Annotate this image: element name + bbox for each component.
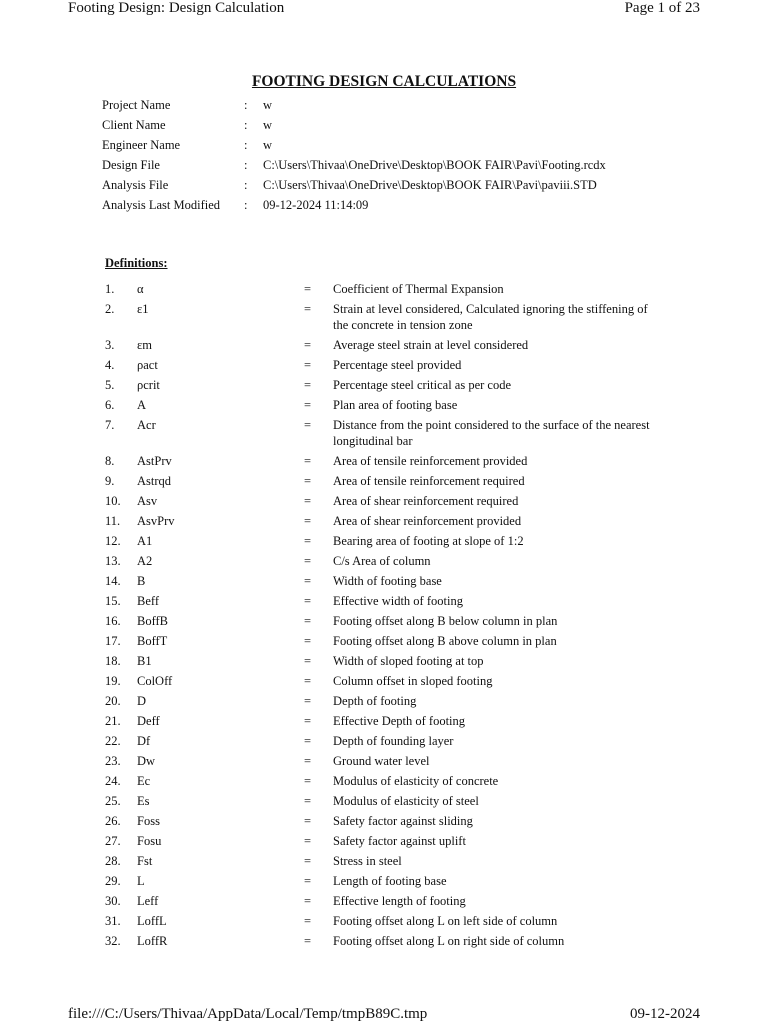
definition-description: Footing offset along B above column in plan bbox=[333, 634, 557, 648]
definition-equals: = bbox=[304, 694, 312, 708]
definition-item bbox=[105, 281, 665, 301]
definition-item bbox=[105, 893, 665, 913]
definition-symbol: Fst bbox=[137, 854, 153, 868]
definition-equals: = bbox=[304, 634, 312, 648]
definition-equals: = bbox=[304, 282, 312, 296]
definition-equals: = bbox=[304, 358, 312, 372]
definition-equals: = bbox=[304, 674, 312, 688]
definition-number: 29. bbox=[105, 874, 121, 888]
definition-description: Area of tensile reinforcement required bbox=[333, 474, 525, 488]
definition-item bbox=[105, 793, 665, 813]
definition-item bbox=[105, 613, 665, 633]
info-value: w bbox=[263, 98, 273, 112]
definition-number: 30. bbox=[105, 894, 121, 908]
definition-item bbox=[105, 693, 665, 713]
definition-description: Ground water level bbox=[333, 754, 430, 768]
definition-equals: = bbox=[304, 814, 312, 828]
definition-symbol: A1 bbox=[137, 534, 153, 548]
definition-symbol: A bbox=[137, 398, 147, 412]
definition-item bbox=[105, 593, 665, 613]
definition-symbol: Es bbox=[137, 794, 150, 808]
definition-description: Strain at level considered, Calculated ignoring the stiffening of the concrete in tension zone bbox=[333, 302, 648, 332]
info-value: C:\Users\Thivaa\OneDrive\Desktop\BOOK FAIR\Pavi\paviii.STD bbox=[263, 178, 597, 192]
definition-number: 6. bbox=[105, 398, 115, 412]
definition-number: 16. bbox=[105, 614, 121, 628]
definition-number: 24. bbox=[105, 774, 121, 788]
definition-description: Width of sloped footing at top bbox=[333, 654, 484, 668]
info-colon: : bbox=[244, 138, 248, 152]
definition-symbol: α bbox=[137, 282, 144, 296]
definition-item bbox=[105, 873, 665, 893]
definition-description: Depth of footing bbox=[333, 694, 417, 708]
definition-equals: = bbox=[304, 754, 312, 768]
definition-equals: = bbox=[304, 454, 312, 468]
definition-symbol: D bbox=[137, 694, 147, 708]
definition-description: Column offset in sloped footing bbox=[333, 674, 493, 688]
definition-item bbox=[105, 673, 665, 693]
info-value: w bbox=[263, 118, 273, 132]
definition-number: 17. bbox=[105, 634, 121, 648]
definition-equals: = bbox=[304, 854, 312, 868]
definition-item bbox=[105, 301, 665, 337]
definition-number: 27. bbox=[105, 834, 121, 848]
definition-item bbox=[105, 493, 665, 513]
definition-item bbox=[105, 813, 665, 833]
definition-symbol: Df bbox=[137, 734, 151, 748]
definition-number: 20. bbox=[105, 694, 121, 708]
definition-equals: = bbox=[304, 914, 312, 928]
definition-symbol: ε1 bbox=[137, 302, 149, 316]
page-number: Page 1 of 23 bbox=[624, 0, 700, 16]
definition-description: Area of tensile reinforcement provided bbox=[333, 454, 528, 468]
definition-number: 18. bbox=[105, 654, 121, 668]
definition-description: Effective width of footing bbox=[333, 594, 463, 608]
definition-equals: = bbox=[304, 534, 312, 548]
definition-number: 12. bbox=[105, 534, 121, 548]
definition-item bbox=[105, 653, 665, 673]
definition-description: Effective length of footing bbox=[333, 894, 466, 908]
definition-symbol: ρact bbox=[137, 358, 158, 372]
definition-item bbox=[105, 833, 665, 853]
definition-number: 21. bbox=[105, 714, 121, 728]
definition-symbol: Leff bbox=[137, 894, 159, 908]
definition-description: Width of footing base bbox=[333, 574, 442, 588]
definition-equals: = bbox=[304, 514, 312, 528]
definition-symbol: ColOff bbox=[137, 674, 173, 688]
info-value: 09-12-2024 11:14:09 bbox=[263, 198, 369, 212]
definition-equals: = bbox=[304, 794, 312, 808]
definition-description: Area of shear reinforcement provided bbox=[333, 514, 522, 528]
definition-symbol: B1 bbox=[137, 654, 152, 668]
definition-description: Average steel strain at level considered bbox=[333, 338, 529, 352]
definition-description: Length of footing base bbox=[333, 874, 447, 888]
info-label: Design File bbox=[102, 158, 160, 172]
definition-description: Effective Depth of footing bbox=[333, 714, 466, 728]
definition-description: Coefficient of Thermal Expansion bbox=[333, 282, 504, 296]
definition-symbol: B bbox=[137, 574, 146, 588]
definition-number: 19. bbox=[105, 674, 121, 688]
definition-equals: = bbox=[304, 338, 312, 352]
definition-equals: = bbox=[304, 474, 312, 488]
definition-symbol: ρcrit bbox=[137, 378, 160, 392]
definition-equals: = bbox=[304, 594, 312, 608]
definition-item bbox=[105, 473, 665, 493]
definition-description: Footing offset along B below column in plan bbox=[333, 614, 558, 628]
definition-item bbox=[105, 533, 665, 553]
definition-item bbox=[105, 713, 665, 733]
definitions-heading: Definitions: bbox=[105, 256, 168, 270]
info-colon: : bbox=[244, 198, 248, 212]
definition-symbol: Deff bbox=[137, 714, 160, 728]
definition-number: 26. bbox=[105, 814, 121, 828]
definition-symbol: εm bbox=[137, 338, 152, 352]
definition-description: Percentage steel critical as per code bbox=[333, 378, 512, 392]
definition-description: Modulus of elasticity of steel bbox=[333, 794, 479, 808]
definition-equals: = bbox=[304, 554, 312, 568]
definition-item bbox=[105, 553, 665, 573]
definition-description: C/s Area of column bbox=[333, 554, 431, 568]
definition-equals: = bbox=[304, 398, 312, 412]
definition-symbol: Beff bbox=[137, 594, 159, 608]
definition-item bbox=[105, 733, 665, 753]
definition-description: Area of shear reinforcement required bbox=[333, 494, 519, 508]
definition-description: Percentage steel provided bbox=[333, 358, 462, 372]
definition-symbol: Ec bbox=[137, 774, 151, 788]
definition-equals: = bbox=[304, 574, 312, 588]
definition-equals: = bbox=[304, 774, 312, 788]
definition-equals: = bbox=[304, 378, 312, 392]
definition-symbol: A2 bbox=[137, 554, 153, 568]
definition-symbol: Dw bbox=[137, 754, 156, 768]
definition-description: Safety factor against uplift bbox=[333, 834, 466, 848]
definition-symbol: LoffL bbox=[137, 914, 167, 928]
definition-symbol: L bbox=[137, 874, 145, 888]
definition-item bbox=[105, 337, 665, 357]
definition-equals: = bbox=[304, 302, 312, 316]
definition-item bbox=[105, 933, 665, 953]
definition-number: 9. bbox=[105, 474, 115, 488]
definition-symbol: Acr bbox=[137, 418, 156, 432]
info-colon: : bbox=[244, 118, 248, 132]
definition-description: Safety factor against sliding bbox=[333, 814, 473, 828]
definition-number: 2. bbox=[105, 302, 115, 316]
info-value: w bbox=[263, 138, 273, 152]
definition-number: 28. bbox=[105, 854, 121, 868]
definition-item bbox=[105, 773, 665, 793]
definition-description: Footing offset along L on right side of column bbox=[333, 934, 565, 948]
definitions-list bbox=[105, 281, 665, 953]
footer-date: 09-12-2024 bbox=[630, 1006, 700, 1022]
definition-symbol: LoffR bbox=[137, 934, 168, 948]
definition-number: 10. bbox=[105, 494, 121, 508]
definition-equals: = bbox=[304, 894, 312, 908]
footer-file-path: file:///C:/Users/Thivaa/AppData/Local/Temp/tmpB89C.tmp bbox=[68, 1006, 428, 1022]
definition-item bbox=[105, 913, 665, 933]
definition-number: 14. bbox=[105, 574, 121, 588]
definition-description: Modulus of elasticity of concrete bbox=[333, 774, 499, 788]
definition-description: Bearing area of footing at slope of 1:2 bbox=[333, 534, 524, 548]
definition-number: 15. bbox=[105, 594, 121, 608]
info-label: Analysis File bbox=[102, 178, 169, 192]
definition-number: 32. bbox=[105, 934, 121, 948]
definition-number: 11. bbox=[105, 514, 121, 528]
definition-equals: = bbox=[304, 494, 312, 508]
definition-symbol: Astrqd bbox=[137, 474, 172, 488]
info-label: Project Name bbox=[102, 98, 171, 112]
definition-description: Stress in steel bbox=[333, 854, 402, 868]
page-header-title: Footing Design: Design Calculation bbox=[68, 0, 285, 16]
definition-item bbox=[105, 853, 665, 873]
definition-equals: = bbox=[304, 834, 312, 848]
definition-number: 31. bbox=[105, 914, 121, 928]
definition-equals: = bbox=[304, 734, 312, 748]
definition-number: 4. bbox=[105, 358, 115, 372]
definition-symbol: BoffB bbox=[137, 614, 169, 628]
definition-item bbox=[105, 633, 665, 653]
definition-equals: = bbox=[304, 934, 312, 948]
info-label: Client Name bbox=[102, 118, 166, 132]
info-label: Engineer Name bbox=[102, 138, 181, 152]
definition-item bbox=[105, 573, 665, 593]
definition-number: 8. bbox=[105, 454, 115, 468]
definition-symbol: AstPrv bbox=[137, 454, 172, 468]
definition-number: 25. bbox=[105, 794, 121, 808]
definition-number: 1. bbox=[105, 282, 115, 296]
definition-equals: = bbox=[304, 654, 312, 668]
definition-equals: = bbox=[304, 418, 312, 432]
definition-item bbox=[105, 377, 665, 397]
definition-description: Depth of founding layer bbox=[333, 734, 454, 748]
definition-item bbox=[105, 357, 665, 377]
info-colon: : bbox=[244, 178, 248, 192]
definition-number: 22. bbox=[105, 734, 121, 748]
definition-number: 23. bbox=[105, 754, 121, 768]
definition-symbol: AsvPrv bbox=[137, 514, 175, 528]
definition-symbol: Fosu bbox=[137, 834, 162, 848]
definition-number: 5. bbox=[105, 378, 115, 392]
info-label: Analysis Last Modified bbox=[102, 198, 221, 212]
definition-symbol: Foss bbox=[137, 814, 160, 828]
definition-number: 3. bbox=[105, 338, 115, 352]
definition-description: Distance from the point considered to the surface of the nearest longitudinal bar bbox=[333, 418, 650, 448]
definition-number: 13. bbox=[105, 554, 121, 568]
definition-description: Footing offset along L on left side of column bbox=[333, 914, 558, 928]
definition-equals: = bbox=[304, 714, 312, 728]
definition-item bbox=[105, 513, 665, 533]
definition-item bbox=[105, 417, 665, 453]
document-title: FOOTING DESIGN CALCULATIONS bbox=[251, 73, 517, 90]
definition-number: 7. bbox=[105, 418, 115, 432]
definition-symbol: BoffT bbox=[137, 634, 168, 648]
info-colon: : bbox=[244, 98, 248, 112]
definition-equals: = bbox=[304, 874, 312, 888]
info-value: C:\Users\Thivaa\OneDrive\Desktop\BOOK FAIR\Pavi\Footing.rcdx bbox=[263, 158, 606, 172]
definition-item bbox=[105, 753, 665, 773]
definition-item bbox=[105, 453, 665, 473]
info-colon: : bbox=[244, 158, 248, 172]
definition-symbol: Asv bbox=[137, 494, 158, 508]
definition-equals: = bbox=[304, 614, 312, 628]
definition-item bbox=[105, 397, 665, 417]
definition-description: Plan area of footing base bbox=[333, 398, 458, 412]
